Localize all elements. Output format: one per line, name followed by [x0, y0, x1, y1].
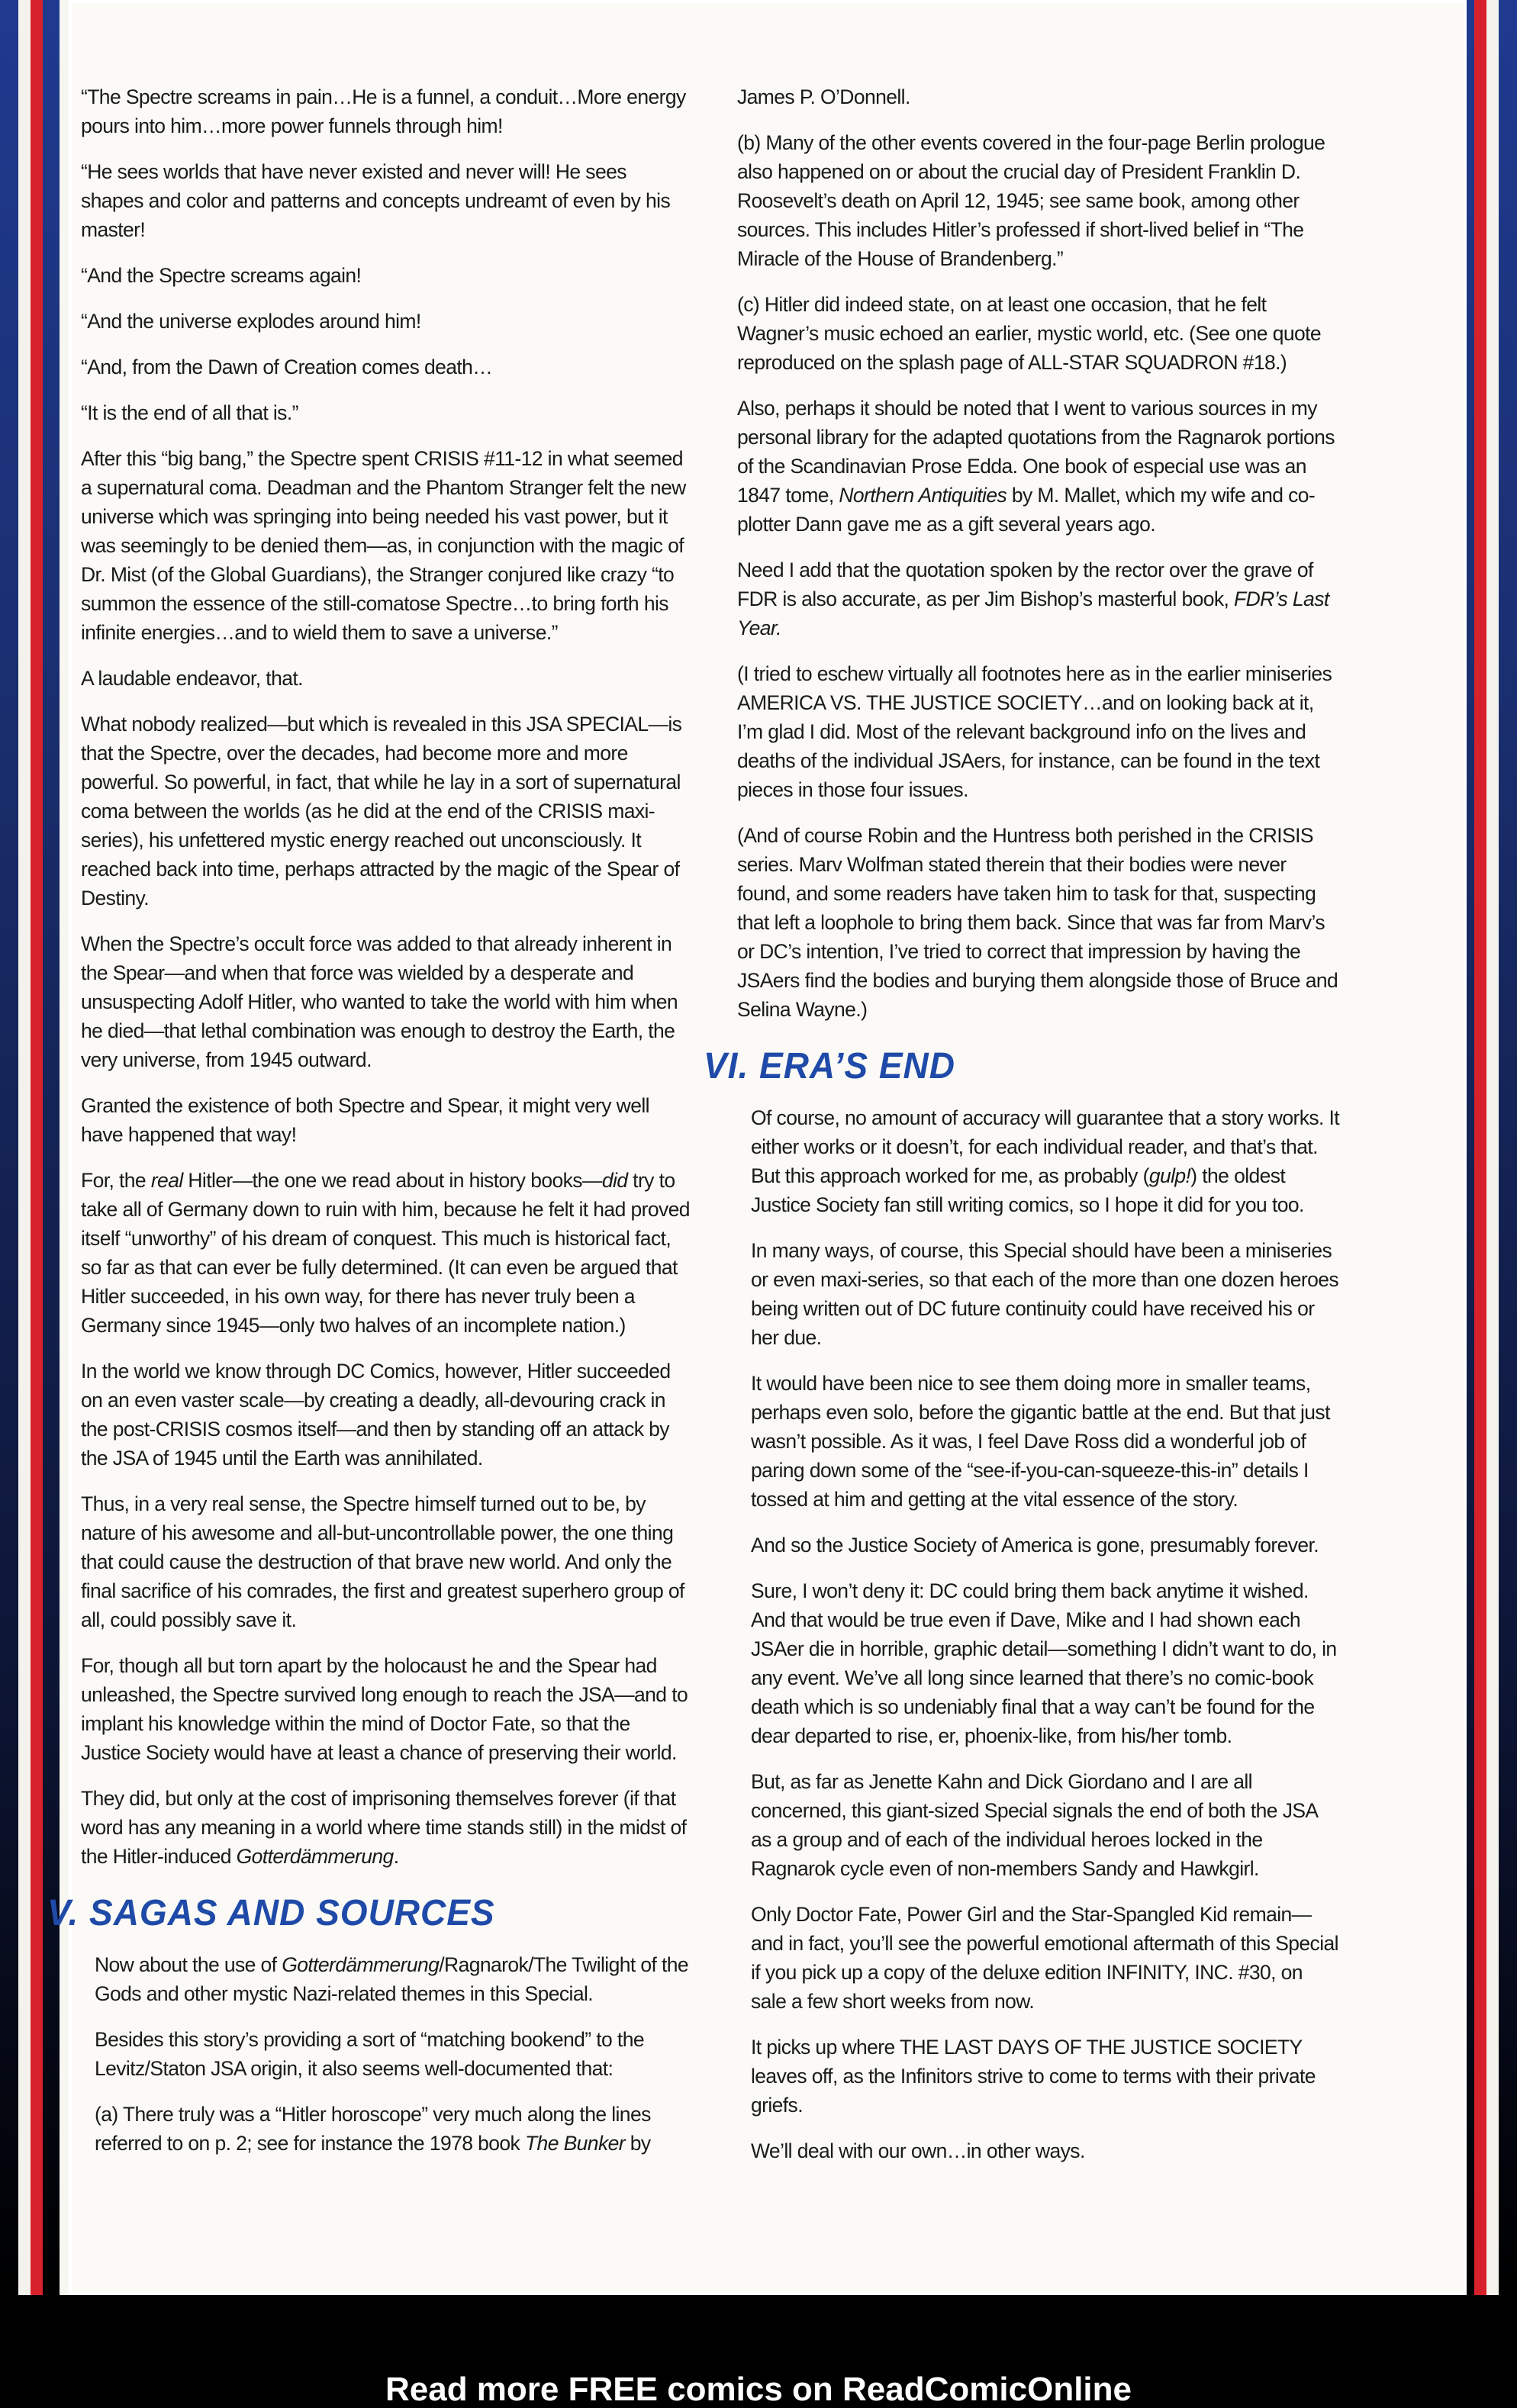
paragraph: But, as far as Jenette Kahn and Dick Giordano and I are all concerned, this giant-sized Special signals the end of both the JSA as a group and of each of the individual heroes locked in the Ragnarok cycle even of non-members Sandy and Hawkgirl.: [751, 1770, 1318, 1880]
border-stripe-red-left: [31, 0, 43, 2295]
paragraph: After this “big bang,” the Spectre spent CRISIS #11-12 in what seemed a supernatural coma. Deadman and the Phantom Stranger felt the new universe which was springing into being needed his vast power, but it was seemingly to be denied them—as, in conjunction with the magic of Dr. Mist (of the Global Guardians), the Stranger conjured like crazy “to summon the essence of the still-comatose Spectre…to bring forth his infinite energies…and to wield them to save a universe.”: [81, 447, 686, 644]
promo-banner-text[interactable]: Read more FREE comics on ReadComicOnline: [385, 2371, 1132, 2408]
text-run: Also, perhaps it should be noted that I went to various sources in my personal library for the adapted quotations from the Ragnarok portions of the Scandinavian Prose Edda. One book of especial use was an 1847 tome,: [737, 397, 1335, 507]
paragraph: In many ways, of course, this Special should have been a miniseries or even maxi-series, so that each of the more than one dozen heroes being written out of DC future continuity could have received his or her due.: [751, 1239, 1338, 1349]
paragraph: James P. O’Donnell.: [737, 85, 910, 108]
paragraph: (c) Hitler did indeed state, on at least one occasion, that he felt Wagner’s music echoed an earlier, mystic world, etc. (See one quote reproduced on the splash page of ALL-STAR SQUADRON #18.): [737, 293, 1322, 374]
emphasis: FDR’s Last Year.: [737, 588, 1329, 639]
text-run: (a) There truly was a “Hitler horoscope” very much along the lines referred to on p. 2; see for instance the 1978 book: [95, 2103, 651, 2155]
text-run: Of course, no amount of accuracy will guarantee that a story works. It either works or it doesn’t, for each individual reader, and that’s that. But this approach worked for me, as probably (: [751, 1106, 1340, 1187]
right-column: [704, 82, 1341, 2182]
emphasis: Northern Antiquities: [839, 484, 1007, 507]
paragraph: (And of course Robin and the Huntress both perished in the CRISIS series. Marv Wolfman stated therein that their bodies were never found, and some readers have taken him to task for that, suspecting that left a loophole to bring them back. Since that was far from Marv’s or DC’s intention, I’ve tried to correct that impression by having the JSAers find the bodies and burying them alongside those of Bruce and Selina Wayne.): [737, 824, 1338, 1021]
text-run: For, the: [81, 1169, 151, 1192]
paragraph: “It is the end of all that is.”: [81, 401, 298, 424]
paragraph: Sure, I won’t deny it: DC could bring them back anytime it wished. And that would be true even if Dave, Mike and I had shown each JSAer die in horrible, graphic detail—something I didn’t want to do, in any event. We’ve all long since learned that there’s no comic-book death which is so undeniably final that a way can’t be found for the dear departed to rise, er, phoenix-like, from his/her tomb.: [751, 1579, 1337, 1747]
text-run: try to take all of Germany down to ruin with him, because he felt it had proved itself “unworthy” of his dream of conquest. This much is historical fact, so far as that can ever be fully determined. (It can even be argued that Hitler succeeded, in his own way, for there has never truly been a Germany since 1945—only two halves of an incomplete nation.): [81, 1169, 690, 1337]
paragraph: (b) Many of the other events covered in the four-page Berlin prologue also happened on or about the crucial day of President Franklin D. Roosevelt’s death on April 12, 1945; see same book, among other sources. This includes Hitler’s professed if short-lived belief in “The Miracle of the House of Brandenberg.”: [737, 131, 1325, 270]
paragraph: “The Spectre screams in pain…He is a funnel, a conduit…More energy pours into him…more power funnels through him!: [81, 85, 686, 137]
paragraph: It would have been nice to see them doing more in smaller teams, perhaps even solo, before the gigantic battle at the end. But that just wasn’t possible. As it was, I feel Dave Ross did a wonderful job of paring down some of the “see-if-you-can-squeeze-this-in” details I tossed at him and getting at the vital essence of the story.: [751, 1372, 1330, 1511]
text-run: Hitler—the one we read about in history books—: [182, 1169, 602, 1192]
emphasis: Gotterdämmerung: [236, 1845, 394, 1868]
text-run: ) the oldest Justice Society fan still writing comics, so I hope it did for you too.: [751, 1164, 1304, 1216]
paragraph: Granted the existence of both Spectre and Spear, it might very well have happened that way!: [81, 1094, 649, 1146]
text-run: by: [624, 2132, 651, 2155]
emphasis: gulp!: [1148, 1164, 1191, 1187]
paragraph: A laudable endeavor, that.: [81, 667, 303, 690]
paragraph: “And, from the Dawn of Creation comes death…: [81, 356, 493, 378]
text-run: Now about the use of: [95, 1953, 282, 1976]
section-heading-sagas-and-sources: V. SAGAS AND SOURCES: [47, 1891, 495, 1933]
paragraph: Besides this story’s providing a sort of “matching bookend” to the Levitz/Staton JSA origin, it also seems well-documented that:: [95, 2028, 644, 2080]
paragraph: [95, 1950, 691, 2008]
paragraph: When the Spectre’s occult force was added to that already inherent in the Spear—and when that force was wielded by a desperate and unsuspecting Adolf Hitler, who wanted to take the world with him when he died—that lethal combination was enough to destroy the Earth, the very universe, from 1945 outward.: [81, 932, 678, 1071]
paragraph: “He sees worlds that have never existed and never will! He sees shapes and color and patterns and concepts undreamt of even by his master!: [81, 160, 671, 241]
text-run: by M. Mallet, which my wife and co-plotter Dann gave me as a gift several years ago.: [737, 484, 1316, 536]
paragraph: [81, 1784, 691, 1871]
paragraph: [81, 1166, 691, 1340]
paragraph: “And the universe explodes around him!: [81, 310, 421, 333]
emphasis: real: [150, 1169, 183, 1192]
paragraph: [737, 394, 1341, 539]
paragraph: (I tried to eschew virtually all footnotes here as in the earlier miniseries AMERICA VS. THE JUSTICE SOCIETY…and on looking back at it, I’m glad I did. Most of the relevant background info on the lives and deaths of the individual JSAers, for instance, can be found in the text pieces in those four issues.: [737, 662, 1332, 801]
emphasis: Gotterdämmerung: [282, 1953, 440, 1976]
paragraph: We’ll deal with our own…in other ways.: [751, 2139, 1085, 2162]
paragraph: And so the Justice Society of America is gone, presumably forever.: [751, 1534, 1319, 1557]
paragraph: [737, 555, 1341, 642]
text-run: .: [393, 1845, 399, 1868]
paragraph: In the world we know through DC Comics, however, Hitler succeeded on an even vaster scale—by creating a deadly, all-devouring crack in the post-CRISIS cosmos itself—and then by standing off an attack by the JSA of 1945 until the Earth was annihilated.: [81, 1360, 671, 1470]
paragraph: Only Doctor Fate, Power Girl and the Star-Spangled Kid remain—and in fact, you’ll see the powerful emotional aftermath of this Special if you pick up a copy of the deluxe edition INFINITY, INC. #30, on sale a few short weeks from now.: [751, 1903, 1338, 2013]
paragraph: [751, 1103, 1341, 1219]
border-stripe-red-right: [1474, 0, 1486, 2295]
paragraph: It picks up where THE LAST DAYS OF THE JUSTICE SOCIETY leaves off, as the Infinitors strive to come to terms with their private griefs.: [751, 2036, 1316, 2117]
text-run: /Ragnarok/The Twilight of the Gods and other mystic Nazi-related themes in this Special.: [95, 1953, 689, 2005]
emphasis: did: [601, 1169, 628, 1192]
paragraph: Thus, in a very real sense, the Spectre himself turned out to be, by nature of his awesome and all-but-uncontrollable power, the one thing that could cause the destruction of that brave new world. And only the final sacrifice of his comrades, the first and greatest superhero group of all, could possibly save it.: [81, 1492, 684, 1631]
paragraph: “And the Spectre screams again!: [81, 264, 362, 287]
border-stripe-white-right: [1486, 0, 1499, 2295]
text-run: Need I add that the quotation spoken by the rector over the grave of FDR is also accurate, as per Jim Bishop’s masterful book,: [737, 559, 1313, 610]
border-stripe-white-left: [18, 0, 31, 2295]
section-heading-eras-end: VI. ERA’S END: [704, 1044, 955, 1086]
left-column: [47, 82, 691, 2175]
paragraph: What nobody realized—but which is revealed in this JSA SPECIAL—is that the Spectre, over the decades, had become more and more powerful. So powerful, in fact, that while he lay in a sort of supernatural coma between the worlds (as he did at the end of the CRISIS maxi-series), his unfettered mystic energy reached out unconsciously. It reached back into time, perhaps attracted by the magic of the Spear of Destiny.: [81, 713, 682, 909]
text-run: They did, but only at the cost of imprisoning themselves forever (if that word has any meaning in a world where time stands still) in the midst of the Hitler-induced: [81, 1787, 687, 1868]
emphasis: The Bunker: [524, 2132, 625, 2155]
paragraph: [95, 2100, 691, 2158]
paragraph: For, though all but torn apart by the holocaust he and the Spear had unleashed, the Spectre survived long enough to reach the JSA—and to implant his knowledge within the mind of Doctor Fate, so that the Justice Society would have at least a chance of preserving their world.: [81, 1654, 688, 1764]
